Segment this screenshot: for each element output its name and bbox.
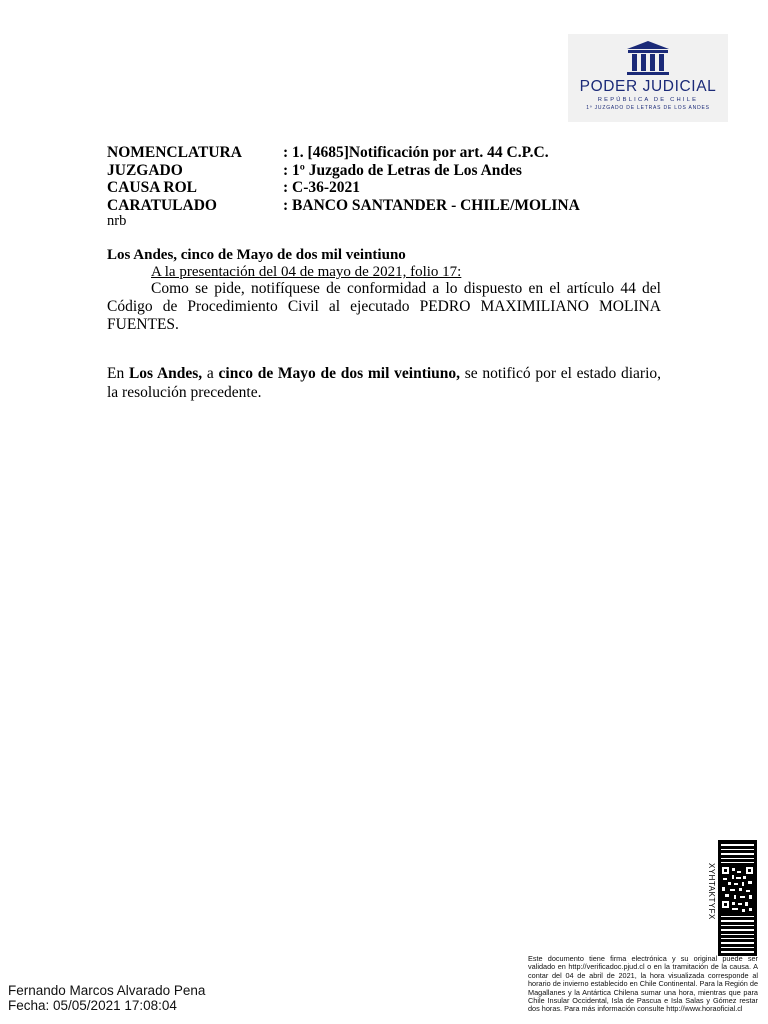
notification-rest: se notificó por el estado diario, la resolución precedente. [107, 365, 661, 401]
logo-court: 1º JUZGADO DE LETRAS DE LOS ANDES [586, 105, 710, 111]
notification-statement [107, 364, 661, 402]
electronic-signature-notice: Este documento tiene firma electrónica y su original puede ser validado en http://verificadoc.pjud.cl o en la tramitación de la causa. A contar del 04 de abril de 2021, la hora visualizada corresponde al horario de invierno establecido en Chile Continental. Para la Región de Magallanes y la Antártica Chilena sumar una hora, mientras que para Chile Insular Occidental, Isla de Pascua e Isla Salas y Gómez restar dos horas. Para más información consulte http://www.horaoficial.cl [528, 954, 758, 1014]
header-label: JUZGADO [107, 161, 183, 179]
courthouse-icon [625, 40, 671, 78]
header-row-nomenclatura [107, 144, 580, 162]
header-row-caratulado [107, 197, 580, 215]
header-value: : BANCO SANTANDER - CHILE/MOLINA [283, 196, 580, 214]
header-value: : 1. [4685]Notificación por art. 44 C.P.C. [283, 144, 549, 161]
initials: nrb [107, 213, 127, 229]
resolution-text: Como se pide, notifíquese de conformidad a lo dispuesto en el artículo 44 del Código de Procedimiento Civil al ejecutado PEDRO MAXIMILIANO MOLINA FUENTES. [107, 280, 661, 333]
header-row-juzgado [107, 162, 580, 180]
verification-code: XYHTAKTYFX [707, 863, 716, 920]
notification-date: cinco de Mayo de dos mil veintiuno, [218, 365, 461, 382]
logo-title: PODER JUDICIAL [579, 78, 717, 95]
header-row-causa-rol [107, 179, 580, 197]
notification-mid: a [206, 365, 214, 382]
header-label: NOMENCLATURA [107, 144, 242, 161]
header-label: CAUSA ROL [107, 179, 198, 196]
notification-place: Los Andes, [128, 365, 203, 382]
header-label: CARATULADO [107, 196, 217, 214]
resolution-body [107, 280, 661, 334]
presentation-reference: A la presentación del 04 de mayo de 2021, folio 17: [151, 264, 462, 280]
case-header [107, 144, 580, 214]
header-value: : C-36-2021 [283, 179, 361, 196]
header-value: : 1º Juzgado de Letras de Los Andes [283, 161, 522, 179]
logo-subtitle: REPÚBLICA DE CHILE [597, 97, 699, 103]
signature-date: Fecha: 05/05/2021 17:08:04 [8, 998, 177, 1013]
signer-name: Fernando Marcos Alvarado Pena [8, 983, 206, 998]
notification-prefix: En [107, 365, 125, 382]
resolution-date: Los Andes, cinco de Mayo de dos mil veintiuno [107, 247, 406, 263]
verification-qr-code [718, 840, 757, 956]
poder-judicial-logo [568, 34, 728, 122]
signature-block [8, 983, 205, 1013]
